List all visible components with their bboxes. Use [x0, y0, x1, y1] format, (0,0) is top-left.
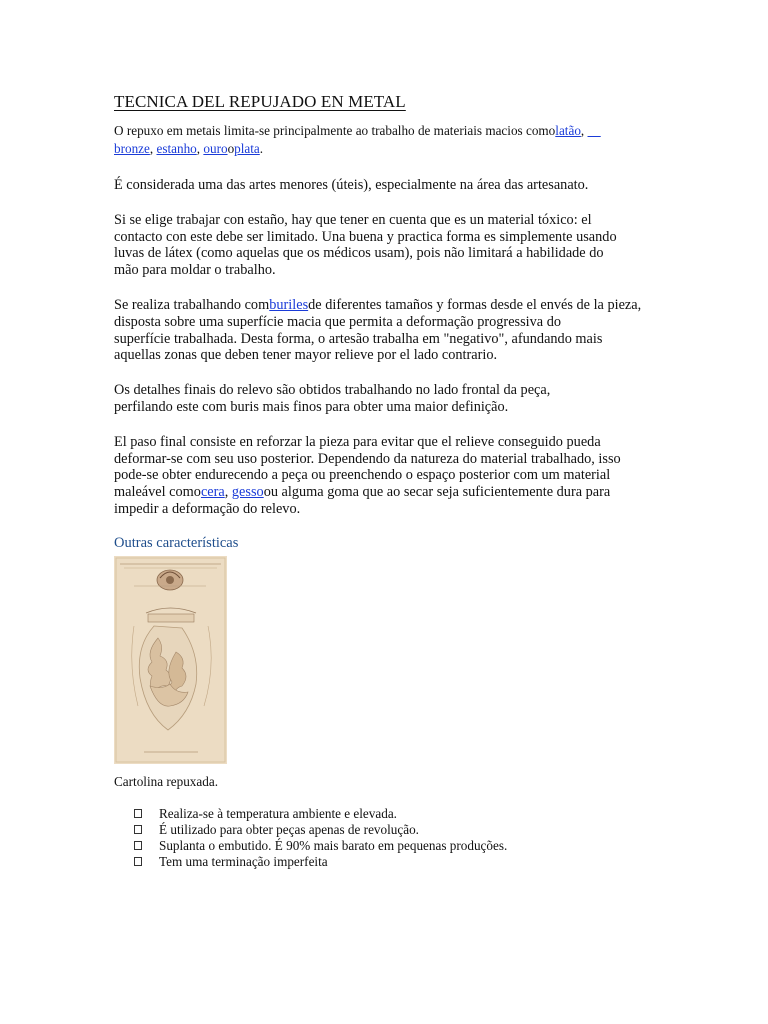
paragraph-final-step: El paso final consiste en reforzar la pieza para evitar que el relieve conseguido pueda deformar-se com seu uso posterior. Dependendo da natureza do material trabalhado, isso pode-se obter endurecendo a peça ou preenchendo o espaço posterior com um material maleável comocera, gessoou alguma goma que ao secar seja suficientemente dura para impedir a deformação do relevo.	[114, 433, 621, 517]
link-buriles[interactable]: buriles	[269, 296, 309, 313]
link-estanho[interactable]: estanho	[156, 141, 197, 156]
link-plata[interactable]: plata	[234, 141, 260, 156]
paragraph-materials: O repuxo em metais limita-se principalmente ao trabalho de materiais macios comolatão, bronze, estanho, ourooplata.	[114, 122, 674, 158]
list-item: Tem uma terminação imperfeita	[134, 854, 674, 870]
link-bronze[interactable]: bronze	[114, 141, 150, 156]
link-latao[interactable]: latão	[555, 123, 581, 138]
paragraph-details: Os detalhes finais do relevo são obtidos trabalhando no lado frontal da peça, perfilando este com buris mais finos para obter uma maior definição.	[114, 382, 551, 415]
bullet-box-icon	[134, 809, 142, 818]
bullet-box-icon	[134, 825, 142, 834]
list-item: É utilizado para obter peças apenas de revolução.	[134, 822, 674, 838]
bullet-box-icon	[134, 841, 142, 850]
link-gesso[interactable]: gesso	[231, 484, 264, 501]
document-page	[114, 92, 674, 870]
paragraph-minor-arts: É considerada uma das artes menores (úteis), especialmente na área das artesanato.	[114, 177, 589, 193]
embossed-card-image	[114, 556, 227, 764]
section-heading: Outras características	[114, 534, 239, 551]
bullet-box-icon	[134, 857, 142, 866]
list-item: Realiza-se à temperatura ambiente e elevada.	[134, 806, 674, 822]
link-ouro[interactable]: ouro	[203, 141, 228, 156]
document-title: TECNICA DEL REPUJADO EN METAL	[114, 92, 406, 111]
link-cera[interactable]: cera	[200, 484, 225, 501]
paragraph-buriles: Se realiza trabalhando comburilesde diferentes tamaños y formas desde el envés de la pieza, disposta sobre uma superfície macia que permita a deformação progressiva do superfície trabalhada. Desta forma, o artesão trabalha em "negativo", afundando mais aquellas zonas que deben tener mayor relieve por el lado contrario.	[114, 296, 642, 364]
figure-caption: Cartolina repuxada.	[114, 773, 218, 789]
list-item: Suplanta o embutido. É 90% mais barato em pequenas produções.	[134, 838, 674, 854]
paragraph-tin: Si se elige trabajar con estaño, hay que tener en cuenta que es un material tóxico: el contacto con este debe ser limitado. Una buena y practica forma es simplemente usando luvas de látex (como aquelas que os médicos usam), pois não limitará a habilidade do mão para moldar o trabalho.	[114, 211, 617, 279]
characteristics-list	[114, 806, 674, 870]
embossed-map-illustration	[114, 556, 227, 764]
link-blank[interactable]	[588, 123, 601, 138]
